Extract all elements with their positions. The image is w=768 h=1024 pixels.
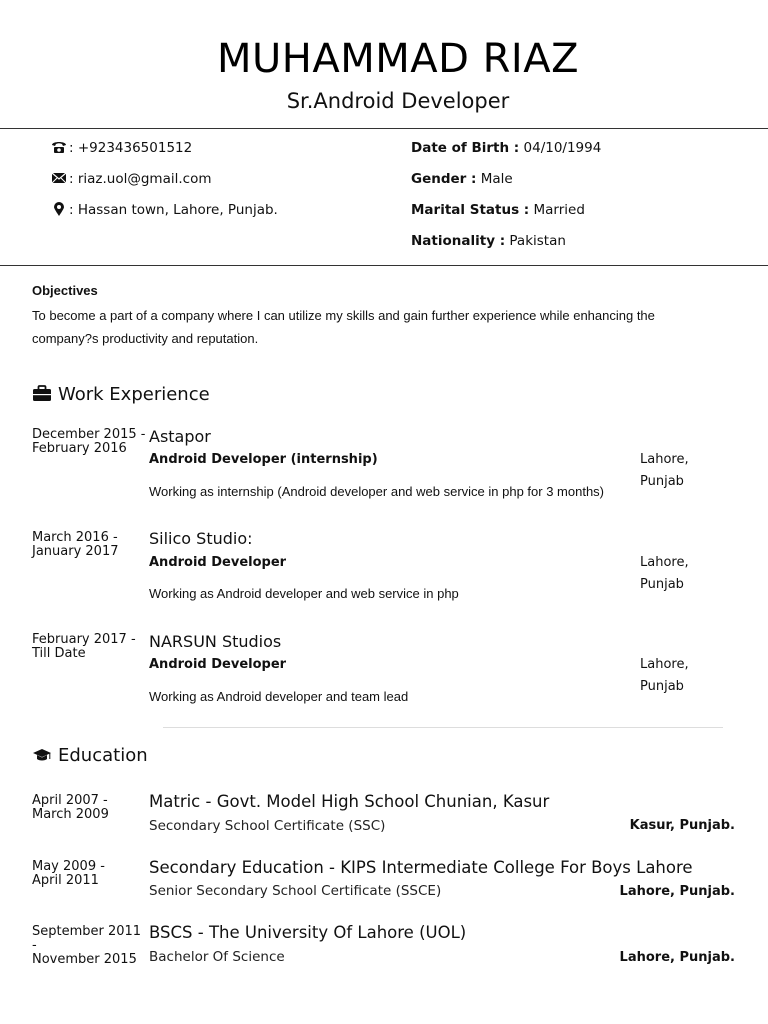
- email-text: : riaz.uol@gmail.com: [69, 171, 212, 187]
- job-description: Working as internship (Android developer and web service in php for 3 months): [149, 484, 604, 499]
- job-city: Lahore,: [640, 452, 689, 467]
- education-date: [32, 925, 150, 967]
- dob-row: [411, 140, 601, 156]
- education-institution: BSCS - The University Of Lahore (UOL): [149, 923, 467, 942]
- nationality-value: Pakistan: [509, 233, 566, 249]
- job-date-start: March 2016 -: [32, 530, 118, 545]
- job-company: Astapor: [149, 427, 211, 446]
- briefcase-icon: [32, 385, 52, 402]
- job-role: Android Developer (internship): [149, 452, 378, 467]
- objectives-text: To become a part of a company where I can utilize my skills and gain further experience while enhancing the company?s productivity and reputation.: [32, 308, 655, 346]
- header-divider: [0, 128, 768, 129]
- job-role: Android Developer: [149, 657, 287, 672]
- education-degree: Secondary School Certificate (SSC): [149, 818, 386, 834]
- candidate-name: MUHAMMAD RIAZ: [217, 36, 579, 82]
- marital-label: Marital Status :: [411, 202, 530, 218]
- job-city: Lahore,: [640, 555, 689, 570]
- education-date-start: April 2007 -: [32, 793, 108, 808]
- job-date-start: February 2017 -: [32, 632, 136, 647]
- map-marker-icon: [51, 202, 67, 216]
- education-institution: Matric - Govt. Model High School Chunian, Kasur: [149, 792, 550, 811]
- job-location: [640, 552, 700, 596]
- nationality-label: Nationality :: [411, 233, 506, 249]
- contact-phone: [51, 140, 192, 156]
- job-date-end: January 2017: [32, 544, 119, 559]
- education-degree: Senior Secondary School Certificate (SSCE): [149, 883, 442, 899]
- nationality-row: [411, 233, 566, 249]
- marital-row: [411, 202, 585, 218]
- job-date: [32, 428, 150, 456]
- job-date-end: February 2016: [32, 441, 127, 456]
- education-title: Education: [58, 745, 148, 766]
- job-date: [32, 531, 150, 559]
- education-heading: [32, 745, 148, 766]
- address-text: : Hassan town, Lahore, Punjab.: [69, 202, 278, 218]
- education-date-start: September 2011: [32, 924, 142, 939]
- job-region: Punjab: [640, 474, 684, 489]
- job-city: Lahore,: [640, 657, 689, 672]
- phone-icon: [51, 140, 67, 154]
- graduation-cap-icon: [32, 747, 52, 763]
- job-date-end: Till Date: [32, 646, 86, 661]
- education-date: [32, 794, 150, 822]
- dob-value: 04/10/1994: [523, 140, 602, 156]
- job-role: Android Developer: [149, 555, 287, 570]
- job-company: NARSUN Studios: [149, 632, 282, 651]
- objectives-heading: Objectives: [32, 283, 98, 298]
- education-date-end: November 2015: [32, 952, 137, 967]
- job-location: [640, 654, 700, 698]
- job-region: Punjab: [640, 577, 684, 592]
- info-divider: [0, 265, 768, 266]
- education-date: [32, 860, 150, 888]
- job-location: [640, 449, 700, 493]
- section-divider: [163, 727, 723, 728]
- job-description: Working as Android developer and team lead: [149, 689, 409, 704]
- education-date-mid: -: [32, 938, 37, 953]
- gender-row: [411, 171, 513, 187]
- education-location: Lahore, Punjab.: [619, 950, 735, 965]
- education-date-end: April 2011: [32, 873, 99, 888]
- education-date-start: May 2009 -: [32, 859, 105, 874]
- job-region: Punjab: [640, 679, 684, 694]
- work-experience-heading: [32, 384, 210, 405]
- gender-label: Gender :: [411, 171, 477, 187]
- job-title: Sr.Android Developer: [286, 89, 510, 113]
- dob-label: Date of Birth :: [411, 140, 520, 156]
- job-date: [32, 633, 150, 661]
- education-degree: Bachelor Of Science: [149, 949, 285, 965]
- education-location: Kasur, Punjab.: [629, 818, 735, 833]
- education-date-end: March 2009: [32, 807, 109, 822]
- marital-value: Married: [533, 202, 585, 218]
- envelope-icon: [51, 171, 67, 185]
- education-location: Lahore, Punjab.: [619, 884, 735, 899]
- gender-value: Male: [480, 171, 513, 187]
- education-institution: Secondary Education - KIPS Intermediate College For Boys Lahore: [149, 858, 693, 877]
- phone-text: : +923436501512: [69, 140, 193, 156]
- contact-address: [51, 202, 278, 218]
- job-company: Silico Studio:: [149, 529, 253, 548]
- work-experience-title: Work Experience: [58, 384, 210, 405]
- job-date-start: December 2015 -: [32, 427, 146, 442]
- job-description: Working as Android developer and web service in php: [149, 586, 459, 601]
- contact-email: [51, 171, 211, 187]
